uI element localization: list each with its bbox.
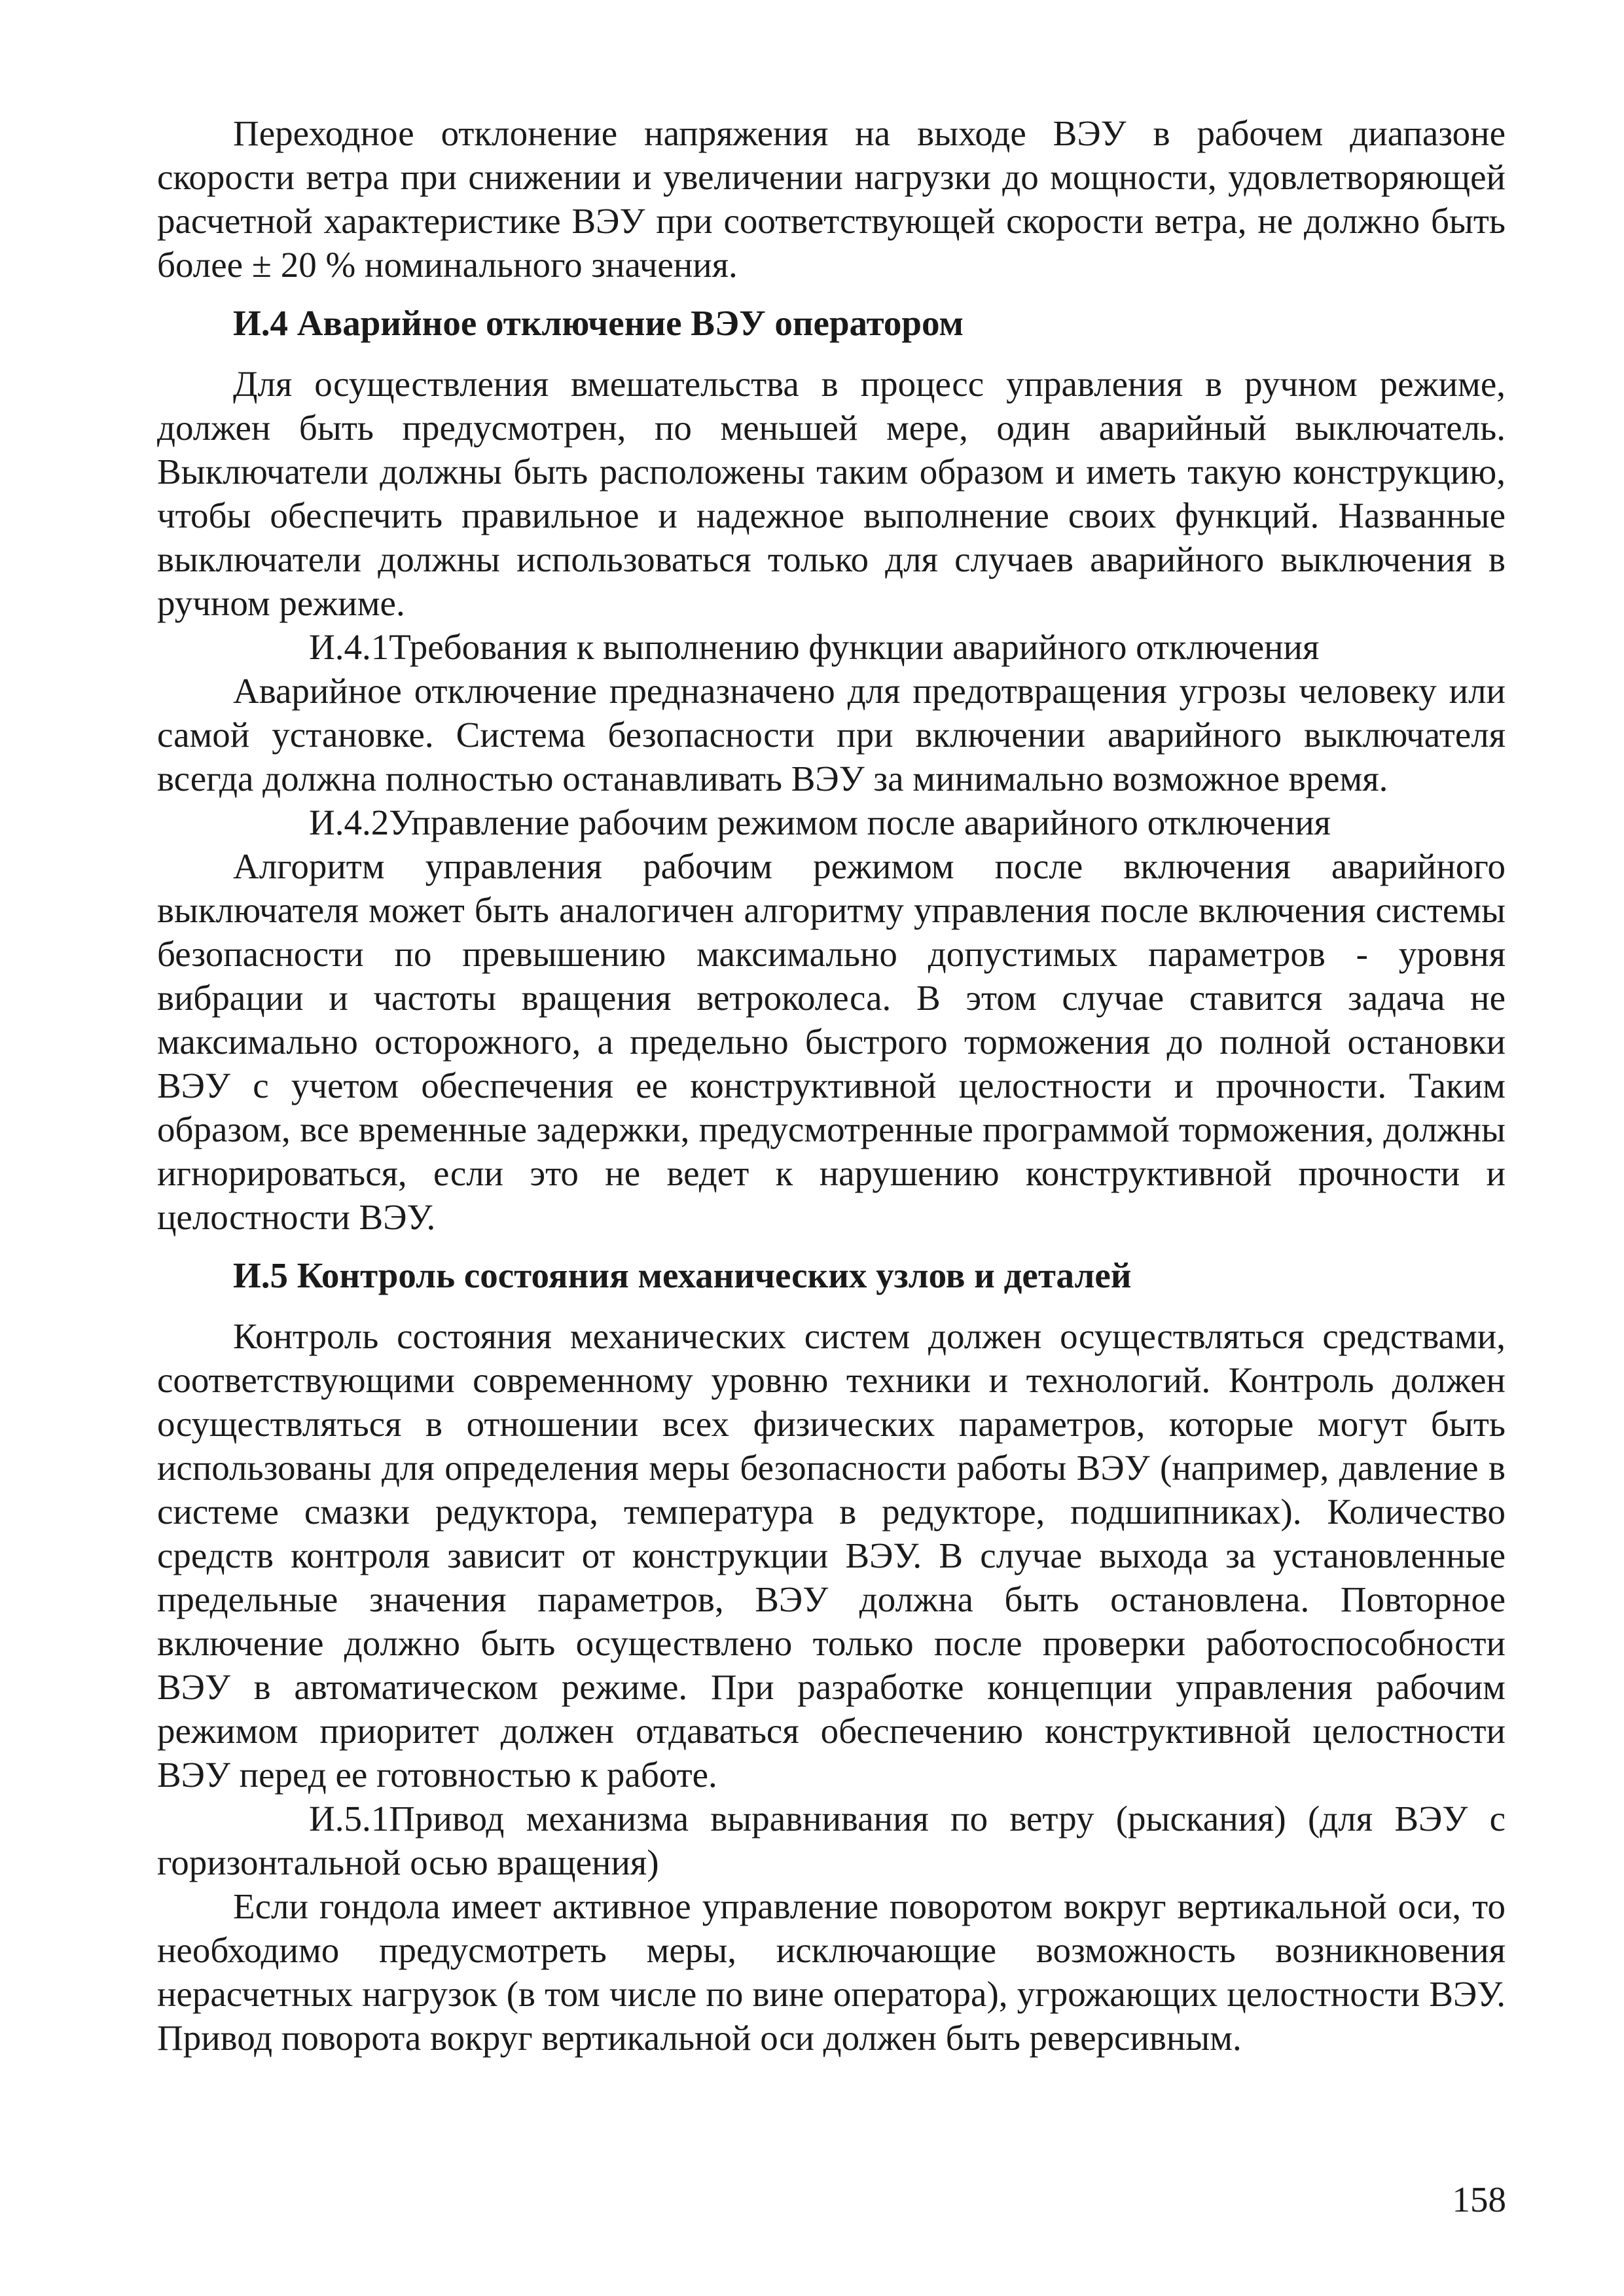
subsection-heading-i42 xyxy=(157,800,1506,844)
subsection-number: И.5.1 xyxy=(309,1799,389,1839)
section-heading-i4: И.4 Аварийное отключение ВЭУ оператором xyxy=(233,303,964,343)
subsection-title: Требования к выполнению функции аварийного отключения xyxy=(389,627,1320,667)
subsection-heading-i41 xyxy=(157,625,1506,669)
subsection-number: И.4.2 xyxy=(309,802,389,842)
paragraph-voltage-deviation: Переходное отклонение напряжения на выходе ВЭУ в рабочем диапазоне скорости ветра при снижении и увеличении нагрузки до мощности, удовлетворяющей расчетной характеристике ВЭУ при соответствующей скорости ветра, не должно быть более ± 20 % номинального значения. xyxy=(157,113,1506,285)
subsection-heading-i51 xyxy=(157,1797,1506,1884)
paragraph-emergency-switch: Для осуществления вмешательства в процесс управления в ручном режиме, должен быть предусмотрен, по меньшей мере, один аварийный выключатель. Выключатели должны быть расположены таким образом и иметь такую конструкцию, чтобы обеспечить правильное и надежное выполнение своих функций. Названные выключатели должны использоваться только для случаев аварийного выключения в ручном режиме. xyxy=(157,364,1506,623)
subsection-number: И.4.1 xyxy=(309,627,389,667)
paragraph-control-algorithm: Алгоритм управления рабочим режимом после включения аварийного выключателя может быть аналогичен алгоритму управления после включения системы безопасности по превышению максимально допустимых параметров - уровня вибрации и частоты вращения ветроколеса. В этом случае ставится задача не максимально осторожного, а предельно быстрого торможения до полной остановки ВЭУ с учетом обеспечения ее конструктивной целостности и прочности. Таким образом, все временные задержки, предусмотренные программой торможения, должны игнорироваться, если это не ведет к нарушению конструктивной прочности и целостности ВЭУ. xyxy=(157,846,1506,1237)
paragraph-mechanical-monitoring: Контроль состояния механических систем должен осуществляться средствами, соответствующими современному уровню техники и технологий. Контроль должен осуществляться в отношении всех физических параметров, которые могут быть использованы для определения меры безопасности работы ВЭУ (например, давление в системе смазки редуктора, температура в редукторе, подшипниках). Количество средств контроля зависит от конструкции ВЭУ. В случае выхода за установленные предельные значения параметров, ВЭУ должна быть остановлена. Повторное включение должно быть осуществлено только после проверки работоспособности ВЭУ в автоматическом режиме. При разработке концепции управления рабочим режимом приоритет должен отдаваться обеспечению конструктивной целостности ВЭУ перед ее готовностью к работе. xyxy=(157,1316,1506,1795)
paragraph-emergency-shutdown: Аварийное отключение предназначено для предотвращения угрозы человеку или самой установке. Система безопасности при включении аварийного выключателя всегда должна полностью останавливать ВЭУ за минимально возможное время. xyxy=(157,671,1506,798)
subsection-title: Привод механизма выравнивания по ветру (рыскания) (для ВЭУ с горизонтальной осью вращения) xyxy=(157,1799,1506,1882)
subsection-title: Управление рабочим режимом после аварийного отключения xyxy=(389,802,1331,842)
document-page xyxy=(157,111,1506,2060)
section-heading-i5: И.5 Контроль состояния механических узлов и деталей xyxy=(233,1255,1132,1295)
page-number: 158 xyxy=(1452,2179,1506,2219)
paragraph-yaw-drive: Если гондола имеет активное управление поворотом вокруг вертикальной оси, то необходимо предусмотреть меры, исключающие возможность возникновения нерасчетных нагрузок (в том числе по вине оператора), угрожающих целостности ВЭУ. Привод поворота вокруг вертикальной оси должен быть реверсивным. xyxy=(157,1886,1506,2058)
